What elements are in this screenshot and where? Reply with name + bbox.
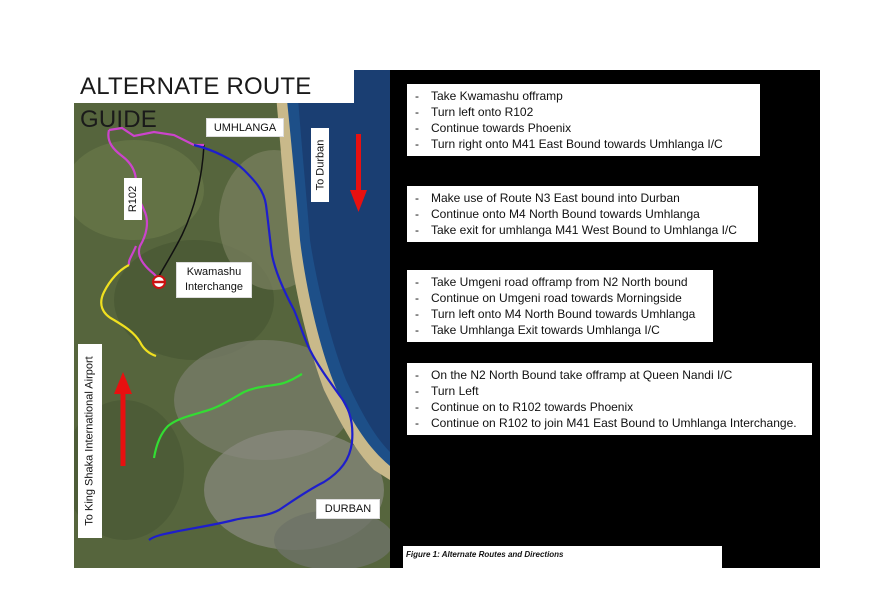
direction-step: - Turn left onto M4 North Bound towards Umhlanga [415, 306, 705, 322]
directions-list-4 [415, 367, 804, 431]
map-label-to-durban [311, 128, 329, 202]
directions-list-1 [415, 88, 752, 152]
direction-step: - On the N2 North Bound take offramp at Queen Nandi I/C [415, 367, 804, 383]
map-label-kwamashu-interchange: Kwamashu Interchange [176, 262, 252, 298]
page-title: ALTERNATE ROUTE GUIDE [74, 70, 354, 103]
direction-step: - Take Umgeni road offramp from N2 North bound [415, 274, 705, 290]
direction-step: - Continue on Umgeni road towards Morningside [415, 290, 705, 306]
map-graphics [74, 70, 390, 568]
map-label-durban: DURBAN [316, 499, 380, 519]
direction-step: - Continue on R102 to join M41 East Bound to Umhlanga Interchange. [415, 415, 804, 431]
map-label-r102-text: R102 [127, 185, 140, 213]
direction-step: - Turn left onto R102 [415, 104, 752, 120]
direction-step: - Continue onto M4 North Bound towards Umhlanga [415, 206, 750, 222]
satellite-map [74, 70, 390, 568]
map-label-umhlanga: UMHLANGA [206, 118, 284, 137]
map-label-to-durban-text: To Durban [314, 139, 327, 191]
map-label-to-airport [78, 344, 102, 538]
direction-step: - Continue towards Phoenix [415, 120, 752, 136]
direction-step: - Take exit for umhlanga M41 West Bound to Umhlanga I/C [415, 222, 750, 238]
directions-list-3 [415, 274, 705, 338]
directions-box-3 [407, 270, 713, 342]
figure-caption: Figure 1: Alternate Routes and Directions [403, 546, 722, 568]
map-label-to-airport-text: To King Shaka International Airport [84, 356, 97, 526]
direction-step: - Turn right onto M41 East Bound towards Umhlanga I/C [415, 136, 752, 152]
direction-step: - Continue on to R102 towards Phoenix [415, 399, 804, 415]
direction-step: - Make use of Route N3 East bound into Durban [415, 190, 750, 206]
directions-list-2 [415, 190, 750, 238]
direction-step: - Take Umhlanga Exit towards Umhlanga I/C [415, 322, 705, 338]
direction-step: - Take Kwamashu offramp [415, 88, 752, 104]
directions-box-2 [407, 186, 758, 242]
direction-step: - Turn Left [415, 383, 804, 399]
directions-box-4 [407, 363, 812, 435]
directions-box-1 [407, 84, 760, 156]
map-label-r102 [124, 178, 142, 220]
